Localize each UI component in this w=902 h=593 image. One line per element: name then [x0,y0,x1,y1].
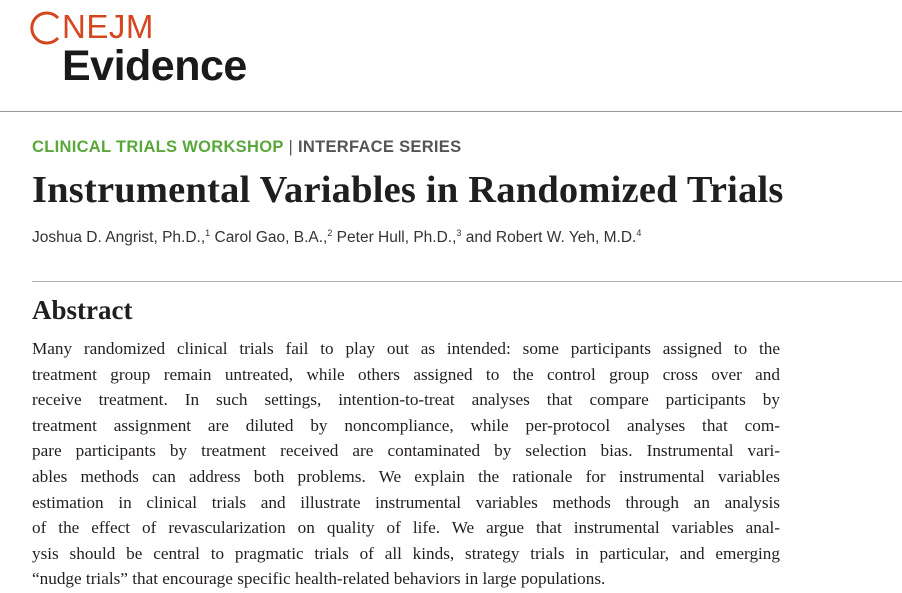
abstract-line: estimation in clinical trials and illustrate instrumental variables methods through an analysis [32,492,780,512]
abstract-heading: Abstract [32,295,133,325]
abstract-line: Many randomized clinical trials fail to play out as intended: some participants assigned to the [32,339,780,358]
article-title: Instrumental Variables in Randomized Trials [32,169,784,211]
author-name[interactable]: Carol Gao, B.A., [210,229,328,246]
abstract-line: ables methods can address both problems. We explain the rationale for instrumental variables [32,466,780,486]
author-affiliation: 2 [327,228,333,238]
abstract-line: pare participants by treatment received are contaminated by selection bias. Instrumental vari- [32,441,780,461]
author-name[interactable]: Joshua D. Angrist, Ph.D., [32,229,206,246]
author-name[interactable]: and Robert W. Yeh, M.D. [461,229,637,246]
logo-evidence-text: Evidence [62,42,247,90]
abstract-line: “nudge trials” that encourage specific health-related behaviors in large populations. [32,569,606,589]
author-affiliation: 3 [456,228,462,238]
abstract-line: treatment group remain untreated, while others assigned to the control group cross over and [32,364,780,384]
header-divider [0,111,902,112]
abstract-line: of the effect of revascularization on quality of life. We argue that instrumental variables anal- [32,518,780,538]
author-list [32,228,641,247]
abstract-line: ysis should be central to pragmatic trials of all kinds, strategy trials in particular, and emerging [32,543,780,563]
logo-nejm-row [30,8,247,46]
series-separator: | [283,138,298,156]
series-label [32,138,461,157]
author-name[interactable]: Peter Hull, Ph.D., [332,229,457,246]
logo-circle-icon [30,10,60,44]
abstract-line: treatment assignment are diluted by noncompliance, while per-protocol analyses that com- [32,415,780,435]
abstract-text [32,336,780,591]
logo-nejm-text: NEJM [62,8,154,45]
author-affiliation: 4 [636,228,642,238]
series-subsection[interactable]: INTERFACE SERIES [298,138,462,156]
abstract-line: receive treatment. In such settings, intention-to-treat analyses that compare participants by [32,390,780,410]
section-divider [32,281,902,282]
journal-logo[interactable] [30,8,247,88]
author-affiliation: 1 [205,228,211,238]
series-section[interactable]: CLINICAL TRIALS WORKSHOP [32,138,284,156]
